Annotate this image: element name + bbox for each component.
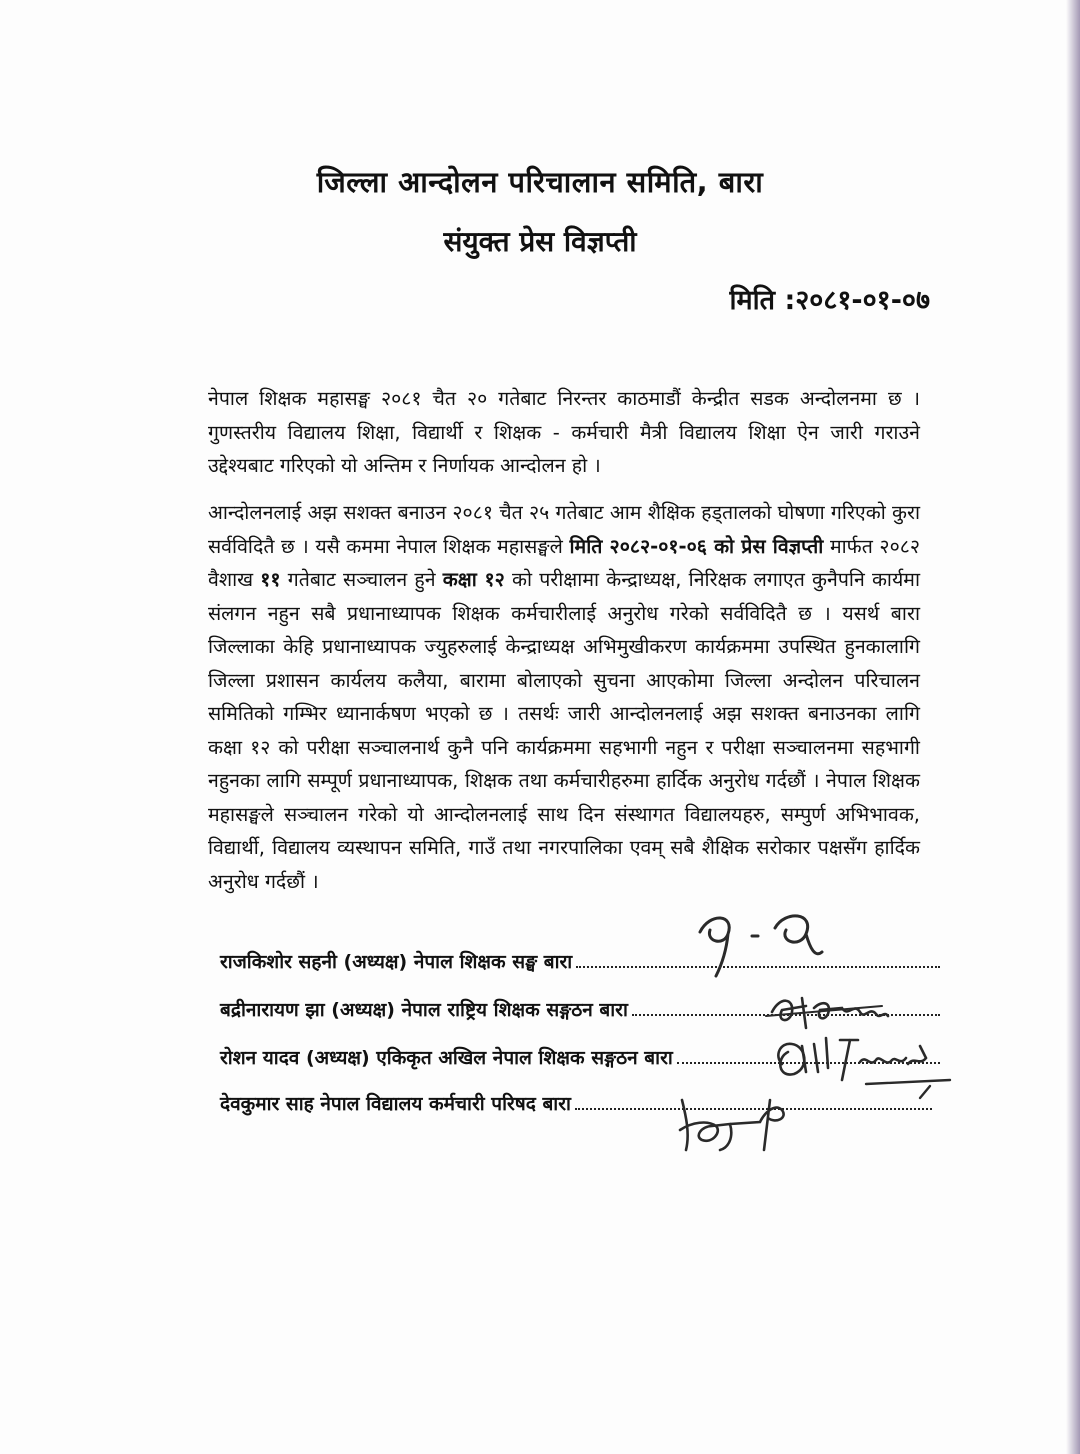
signatory-name: बद्रीनारायण झा (अध्यक्ष) नेपाल राष्ट्रिय शिक्षक सङ्गठन बारा [220, 999, 628, 1021]
paragraph-2-text: आन्दोलनलाई अझ सशक्त बनाउन २०८१ चैत २५ गतेबाट आम शैक्षिक हड्तालको घोषणा गरिएको कुरा सर्वविदितै छ । यसै कममा नेपाल शिक्षक महासङ्घले [208, 501, 920, 558]
document-date: मिति :२०८१-०१-०७ [729, 285, 930, 316]
signatory-name: राजकिशोर सहनी (अध्यक्ष) नेपाल शिक्षक सङ्घ बारा [220, 951, 573, 973]
document-subtitle: संयुक्त प्रेस विज्ञप्ती [443, 225, 637, 258]
signature-4 [672, 1090, 802, 1162]
paragraph-2 [208, 496, 920, 898]
signatory-name: रोशन यादव (अध्यक्ष) एकिकृत अखिल नेपाल शिक्षक सङ्गठन बारा [220, 1047, 673, 1069]
paragraph-1: नेपाल शिक्षक महासङ्घ २०८१ चैत २० गतेबाट निरन्तर काठमाडौं केन्द्रीत सडक अन्दोलनमा छ । गुणस्तरीय विद्यालय शिक्षा, विद्यार्थी र शिक्षक - कर्मचारी मैत्री विद्यालय शिक्षा ऐन जारी गराउने उद्देश्यबाट गरिएको यो अन्तिम र निर्णायक आन्दोलन हो । [208, 387, 920, 477]
signatory-name: देवकुमार साह नेपाल विद्यालय कर्मचारी परिषद बारा [220, 1093, 571, 1115]
paragraph-2-text: मार्फत २०८२ वैशाख [208, 534, 920, 591]
paragraph-2-bold-class: कक्षा १२ [442, 568, 505, 591]
paragraph-2-text: को परीक्षामा केन्द्राध्यक्ष, निरिक्षक लगाएत कुनैपनि कार्यमा संलगन नहुन सबै प्रधानाध्यापक शिक्षक कर्मचारीलाई अनुरोध गरेको सर्वविदितै छ । यसर्थ बारा जिल्लाका केहि प्रधानाध्यापक ज्युहरुलाई केन्द्राध्यक्ष अभिमुखीकरण कार्यक्रममा उपस्थित हुनकालागि जिल्ला प्रशासन कार्यलय कलैया, बारामा बोलाएको सुचना आएकोमा जिल्ला अन्दोलन परिचालन समितिको गम्भिर ध्यानार्कषण भएको छ । तसर्थः जारी आन्दोलनलाई अझ सशक्त बनाउनका लागि कक्षा १२ को परीक्षा सञ्चालनार्थ कुनै पनि कार्यक्रममा सहभागी नहुन र परीक्षा सञ्चालनमा सहभागी नहुनका लागि सम्पूर्ण प्रधानाध्यापक, शिक्षक तथा कर्मचारीहरुमा हार्दिक अनुरोध गर्दछौं । नेपाल शिक्षक महासङ्घले सञ्चालन गरेको यो आन्दोलनलाई साथ दिन संस्थागत विद्यालयहरु, सम्पुर्ण अभिभावक, विद्यार्थी, विद्यालय व्यस्थापन समिति, गाउँ तथा नगरपालिका एवम् सबै शैक्षिक सरोकार पक्षसँग हार्दिक अनुरोध गर्दछौं । [208, 568, 920, 893]
paragraph-2-bold-date: मिति २०८२-०१-०६ को प्रेस विज्ञप्ती [569, 534, 824, 558]
document-title: जिल्ला आन्दोलन परिचालान समिति, बारा [316, 165, 764, 199]
paragraph-2-text: गतेबाट सञ्चालन हुने [280, 568, 443, 591]
paragraph-2-bold-day: ११ [260, 568, 281, 591]
signature-1 [680, 902, 840, 982]
page-edge-shadow [1066, 0, 1080, 1454]
